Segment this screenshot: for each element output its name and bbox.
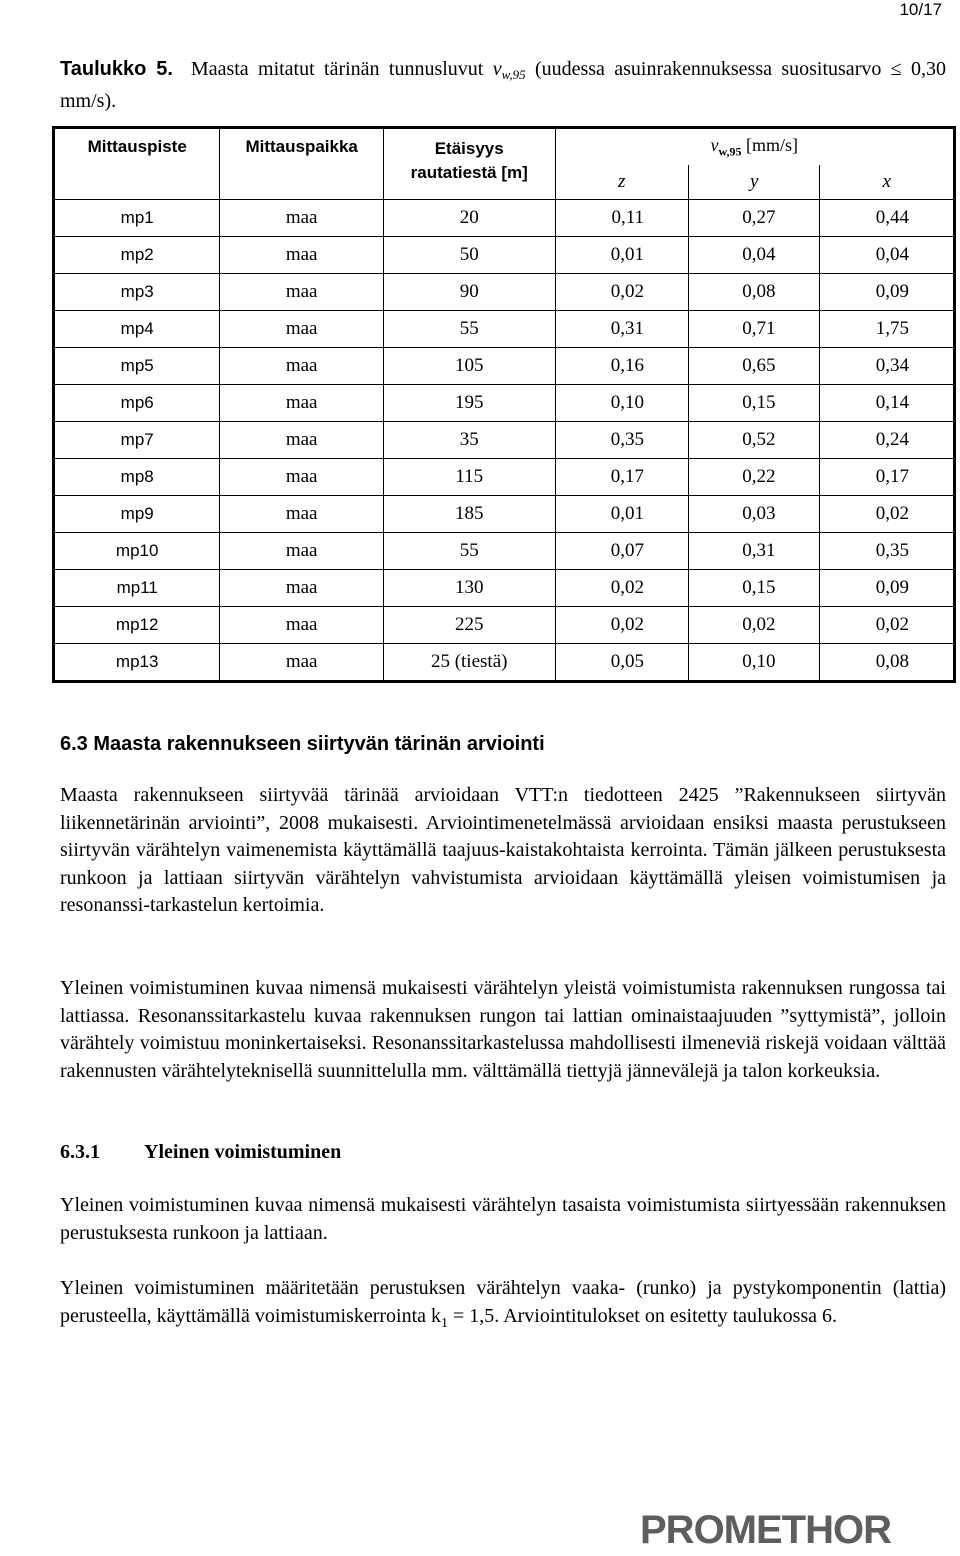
measurement-table [52,126,956,683]
cell-z: 0,05 [555,644,688,682]
cell-z: 0,01 [555,237,688,274]
table-row [54,533,955,570]
cell-z: 0,16 [555,348,688,385]
cell-mittauspaikka: maa [220,570,384,607]
cell-z: 0,10 [555,385,688,422]
cell-mittauspiste: mp5 [54,348,220,385]
para2-sub: 1 [441,1315,449,1331]
cell-mittauspaikka: maa [220,274,384,311]
cell-x: 0,14 [820,385,955,422]
page-number: 10/17 [899,0,942,19]
cell-mittauspiste: mp4 [54,311,220,348]
cell-mittauspiste: mp12 [54,607,220,644]
section-title: Yleinen voimistuminen [144,1141,342,1163]
cell-etaisyys: 90 [383,274,555,311]
table-row [54,570,955,607]
cell-y: 0,15 [688,570,820,607]
cell-y: 0,65 [688,348,820,385]
cell-mittauspaikka: maa [220,385,384,422]
cell-etaisyys: 195 [383,385,555,422]
cell-y: 0,15 [688,385,820,422]
cell-etaisyys: 130 [383,570,555,607]
cell-x: 0,04 [820,237,955,274]
cell-etaisyys: 105 [383,348,555,385]
cell-x: 1,75 [820,311,955,348]
cell-mittauspiste: mp7 [54,422,220,459]
cell-z: 0,01 [555,496,688,533]
header-etaisyys: Etäisyys rautatiestä [m] [383,128,555,200]
cell-mittauspaikka: maa [220,607,384,644]
table-caption [60,56,946,115]
cell-mittauspaikka: maa [220,496,384,533]
caption-symbol: v [492,58,502,80]
header-z: z [555,165,688,200]
table-row [54,459,955,496]
cell-etaisyys: 185 [383,496,555,533]
cell-y: 0,71 [688,311,820,348]
cell-x: 0,09 [820,274,955,311]
header-vw-sub: w,95 [718,144,742,159]
table-row [54,200,955,237]
cell-y: 0,27 [688,200,820,237]
cell-y: 0,02 [688,607,820,644]
cell-x: 0,02 [820,496,955,533]
cell-y: 0,08 [688,274,820,311]
cell-mittauspiste: mp2 [54,237,220,274]
cell-etaisyys: 35 [383,422,555,459]
table-row [54,607,955,644]
cell-mittauspiste: mp11 [54,570,220,607]
cell-mittauspaikka: maa [220,200,384,237]
header-y: y [688,165,820,200]
promethor-logo: PROMETHOR [640,1508,891,1552]
table-row [54,644,955,682]
cell-z: 0,35 [555,422,688,459]
cell-x: 0,24 [820,422,955,459]
header-vw-symbol: v [710,134,719,155]
cell-x: 0,35 [820,533,955,570]
cell-y: 0,04 [688,237,820,274]
header-x: x [820,165,955,200]
cell-mittauspaikka: maa [220,237,384,274]
cell-z: 0,31 [555,311,688,348]
cell-mittauspiste: mp6 [54,385,220,422]
cell-mittauspaikka: maa [220,459,384,496]
section-number: 6.3.1 [60,1141,100,1163]
section-heading-6-3: 6.3 Maasta rakennukseen siirtyvän tärinän arviointi [60,733,545,755]
cell-mittauspiste: mp8 [54,459,220,496]
cell-x: 0,44 [820,200,955,237]
cell-mittauspiste: mp10 [54,533,220,570]
cell-mittauspaikka: maa [220,348,384,385]
table-row [54,348,955,385]
cell-y: 0,03 [688,496,820,533]
cell-mittauspiste: mp13 [54,644,220,682]
cell-mittauspaikka: maa [220,311,384,348]
cell-mittauspaikka: maa [220,644,384,682]
cell-etaisyys: 20 [383,200,555,237]
cell-etaisyys: 55 [383,311,555,348]
cell-mittauspiste: mp3 [54,274,220,311]
cell-etaisyys: 225 [383,607,555,644]
cell-mittauspaikka: maa [220,533,384,570]
cell-x: 0,09 [820,570,955,607]
cell-y: 0,22 [688,459,820,496]
cell-z: 0,02 [555,570,688,607]
cell-y: 0,52 [688,422,820,459]
cell-mittauspiste: mp9 [54,496,220,533]
header-vw-unit: [mm/s] [746,134,798,155]
cell-z: 0,02 [555,274,688,311]
table-body [54,200,955,682]
table-row [54,422,955,459]
section-heading-6-3-1 [60,1141,341,1164]
cell-z: 0,11 [555,200,688,237]
cell-z: 0,02 [555,607,688,644]
cell-etaisyys: 115 [383,459,555,496]
cell-x: 0,17 [820,459,955,496]
table-row [54,385,955,422]
cell-z: 0,17 [555,459,688,496]
header-mittauspiste: Mittauspiste [54,128,220,200]
section-6-3-1-paragraph-2 [60,1275,946,1337]
para2-after: = 1,5. Arviointitulokset on esitetty taulukossa 6. [448,1304,838,1327]
table-row [54,237,955,274]
cell-etaisyys: 25 (tiestä) [383,644,555,682]
table-row [54,496,955,533]
caption-text-after: (uudessa asuinrakennuksessa suositusarvo ≤ 0,30 mm/s). [60,58,947,112]
cell-mittauspiste: mp1 [54,200,220,237]
caption-symbol-sub: w,95 [501,67,526,82]
cell-mittauspaikka: maa [220,422,384,459]
cell-etaisyys: 55 [383,533,555,570]
cell-x: 0,34 [820,348,955,385]
cell-x: 0,08 [820,644,955,682]
table-row [54,274,955,311]
cell-y: 0,10 [688,644,820,682]
cell-z: 0,07 [555,533,688,570]
cell-y: 0,31 [688,533,820,570]
cell-etaisyys: 50 [383,237,555,274]
section-6-3-paragraph-1: Maasta rakennukseen siirtyvää tärinää arvioidaan VTT:n tiedotteen 2425 ”Rakennukseen siirtyvän liikennetärinän arviointi”, 2008 mukaisesti. Arviointimenetelmässä arvioidaan ensiksi maasta perustukseen siirtyvän värähtelyn vaimenemista käyttämällä taajuus-kaistakohtaista kerrointa. Tämän jälkeen perustuksesta runkoon ja lattiaan siirtyvän värähtelyn vahvistumista arvioidaan käyttämällä yleisen voimistumisen ja resonanssi-tarkastelun kertoimia. [60,784,946,916]
caption-label: Taulukko 5. [60,58,173,80]
caption-text-before: Maasta mitatut tärinän tunnusluvut [190,58,484,80]
section-6-3-1-paragraph-1: Yleinen voimistuminen kuvaa nimensä mukaisesti värähtelyn tasaista voimistumista siirtyessään rakennuksen perustuksesta runkoon ja lattiaan. [60,1194,946,1244]
header-mittauspaikka: Mittauspaikka [220,128,384,200]
section-6-3-paragraph-2: Yleinen voimistuminen kuvaa nimensä mukaisesti värähtelyn yleistä voimistumista rakennuksen rungossa tai lattiassa. Resonanssitarkastelu kuvaa rakennuksen rungon tai lattian ominaistaajuuden ”syttymistä”, jolloin värähtely voimistuu moninkertaiseksi. Resonanssitarkastelussa mahdollisesti ilmeneviä riskejä voidaan välttää rakennusten värähtelyteknisellä suunnittelulla mm. välttämällä tiettyjä jännevälejä ja talon korkeuksia. [60,977,946,1082]
cell-x: 0,02 [820,607,955,644]
para2-before: Yleinen voimistuminen määritetään perustuksen värähtelyn vaaka- (runko) ja pystykomponentin (lattia) perusteella, käyttämällä voimistumiskerrointa k [60,1277,946,1327]
header-vw95 [555,128,955,166]
table-row [54,311,955,348]
